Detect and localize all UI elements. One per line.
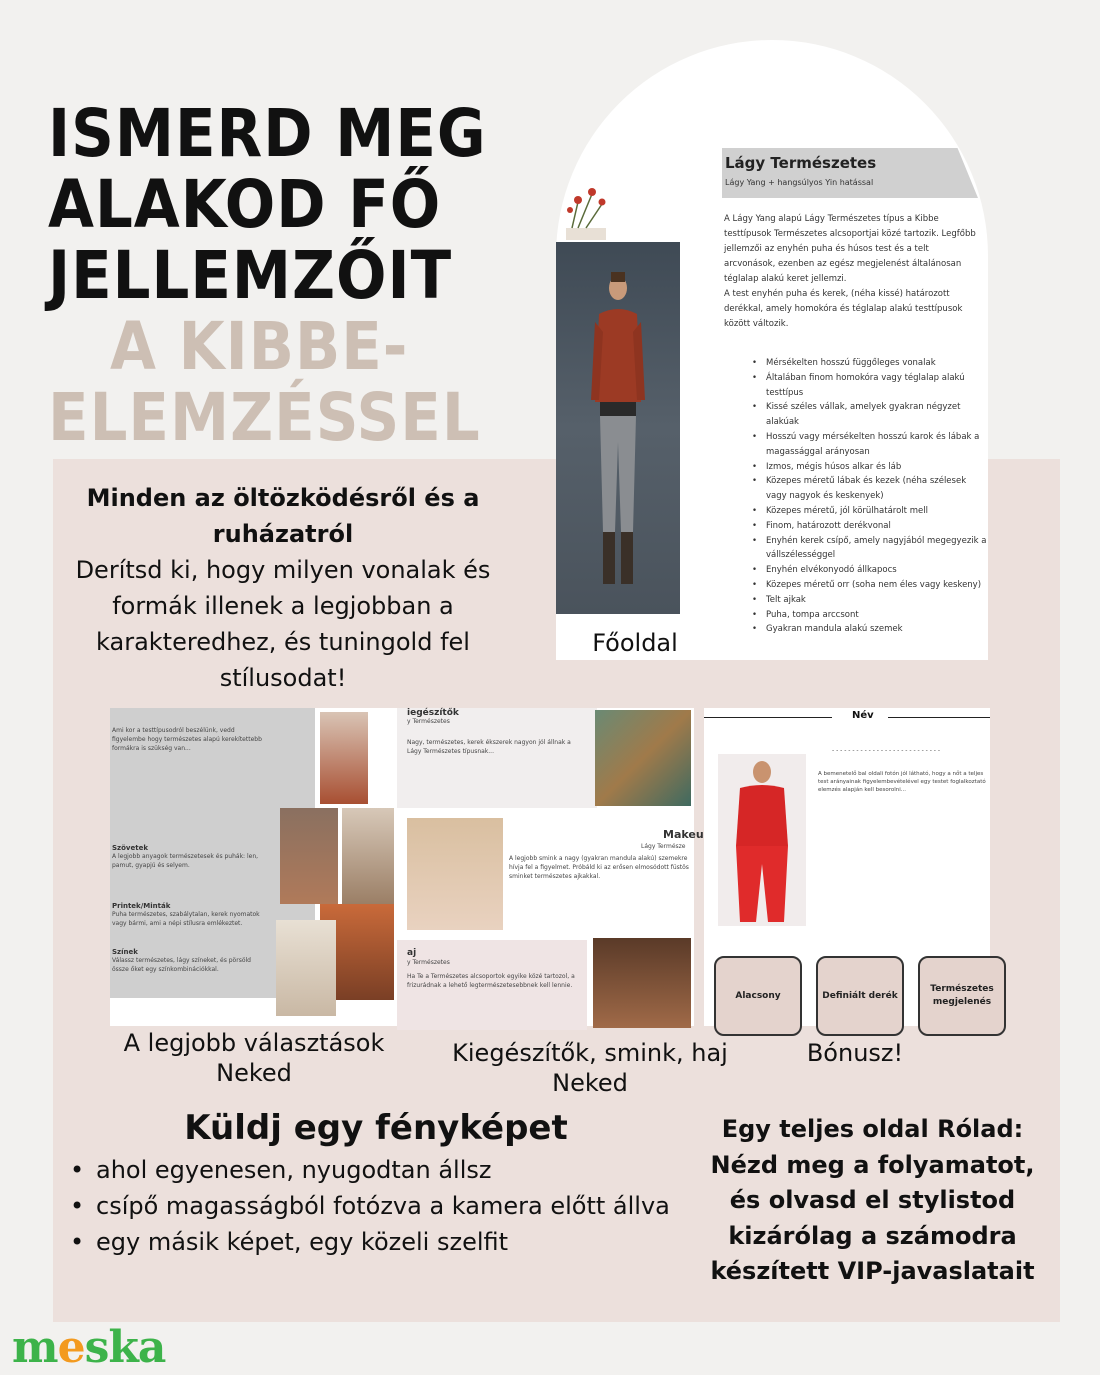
preview-title: Lágy Természetes [725, 154, 877, 172]
photo-instruction-item: • csípő magasságból fotózva a kamera előtt állva [70, 1188, 670, 1224]
preview-bullet: • Enyhén kerek csípő, amely nagyjából megegyezik a vállszélességgel [752, 534, 988, 564]
photo-instructions-list [70, 1152, 670, 1260]
fashion-photo [276, 920, 336, 1016]
fashion-photo [342, 808, 394, 904]
fashion-photo [320, 712, 368, 804]
card-caption: A legjobb választások Neked [123, 1029, 385, 1087]
preview-bullet: • Puha, tompa arccsont [752, 608, 988, 623]
card-section: Szövetek A legjobb anyagok természetesek és puhák: len, pamut, gyapjú és selyem. [112, 844, 259, 869]
intro-body: Derítsd ki, hogy milyen vonalak és formák illenek a legjobban a karakteredhez, és tuningold fel stílusodat! [75, 556, 491, 692]
preview-card-best-choices [110, 708, 397, 1026]
intro-bold-line: ruházatról [212, 520, 354, 548]
headline [48, 95, 518, 456]
preview-bullet: • Kissé széles vállak, amelyek gyakran négyzet alakúak [752, 400, 988, 430]
headline-line: ALAKOD FŐ [48, 166, 442, 243]
preview-card-accessories: iegészítők y Természetes Nagy, természetes, kerek ékszerek nagyon jól állnak a Lágy Természetes típusnak... Makeu Lágy Természe A legjobb smink a nagy (gyakran mandula alakú) szemekre hívja fel a figyelmet. Próbáld ki az erősen elmosódott füstös sminket természetes ajkakkal. aj y Természetes Ha Te a Természetes alcsoportok egyike közé tartozol, a frizurádnak a lehető legtermészetesebbnek kell lennie. [397, 708, 694, 1026]
preview-bullet: • Mérsékelten hosszú függőleges vonalak [752, 356, 988, 371]
preview-intro-p2: A test enyhén puha és kerek, (néha kissé) határozott derékkal, amely homokóra és téglalap alakú testtípusok között változik. [724, 289, 963, 329]
portrait-photo [407, 818, 503, 930]
preview-bullet: • Hosszú vagy mérsékelten hosszú karok és lábak a magassággal arányosan [752, 430, 988, 460]
model-photo [556, 242, 680, 614]
main-preview-caption: Főoldal [592, 629, 678, 657]
about-page-text: Egy teljes oldal Rólad: Nézd meg a folyamatot, és olvasd el stylistod kizárólag a számodra készített VIP-javaslatait [710, 1115, 1035, 1285]
preview-card-bonus: Név - - - - - - - - - - - - - - - - - - - - - - - - - - - A bemenetelő bal oldali fotón jól látható, hogy a nőt a teljes test arányainak figyelembevételével egy testet foglalkoztató elemzés alapján kell besorolni... Alacsony Definiált derék Természetes megjelenés [704, 708, 990, 1026]
tag-card: Alacsony [714, 956, 802, 1036]
meska-logo[interactable]: meska [12, 1322, 166, 1373]
preview-intro-p1: A Lágy Yang alapú Lágy Természetes típus a Kibbe testtípusok Természetes alcsoportjai közé tartozik. Legfőbb jellemzői az enyhén puha és húsos test és a telt arcvonások, ezenben az egész megjelenést általánosan téglalap alakú keret jellemzi. [724, 214, 976, 284]
intro-bold-line: Minden az öltözködésről és a [86, 484, 480, 512]
preview-bullet: • Telt ajkak [752, 593, 988, 608]
preview-bullet: • Közepes méretű orr (soha nem éles vagy keskeny) [752, 578, 988, 593]
bonus-header: Név [852, 710, 874, 721]
preview-bullet: • Izmos, mégis húsos alkar és láb [752, 460, 988, 475]
jewelry-photo [595, 710, 691, 806]
headline-line-accent: ELEMZÉSSEL [48, 379, 481, 456]
card-section: Printek/Minták Puha természetes, szabálytalan, kerek nyomatok vagy bármi, ami a népi stílusra emlékeztet. [112, 902, 260, 927]
preview-bullet: • Enyhén elvékonyodó állkapocs [752, 563, 988, 578]
headline-line-accent: A KIBBE- [110, 308, 409, 385]
card-caption: Kiegészítők, smink, haj Neked [452, 1039, 728, 1097]
tag-card: Definiált derék [816, 956, 904, 1036]
preview-bullet: • Általában finom homokóra vagy téglalap alakú testtípus [752, 371, 988, 401]
client-photo [718, 754, 806, 926]
flower-decoration [562, 180, 610, 242]
photo-instructions-title: Küldj egy fényképet [184, 1108, 568, 1148]
hair-photo [593, 938, 691, 1028]
preview-bullet: • Finom, határozott derékvonal [752, 519, 988, 534]
preview-subtitle: Lágy Yang + hangsúlyos Yin hatással [725, 178, 874, 187]
headline-line: ISMERD MEG [48, 95, 487, 172]
card-caption: Bónusz! [806, 1039, 904, 1067]
photo-instruction-item: • ahol egyenesen, nyugodtan állsz [70, 1152, 670, 1188]
preview-bullet-list [752, 356, 988, 637]
card-section: Színek Válassz természetes, lágy színeket, és pörsöld össze őket egy színkombinációkkal. [112, 948, 251, 973]
preview-bullet: • Közepes méretű lábak és kezek (néha szélesek vagy nagyok és keskenyek) [752, 474, 988, 504]
fashion-photo [280, 808, 338, 904]
intro-block [60, 480, 506, 696]
card-text: Ami kor a testtípusodról beszélünk, vedd figyelembe hogy természetes alapú kerekítettebb formákra is szükség van... [112, 727, 262, 752]
photo-instruction-item: • egy másik képet, egy közeli szelfit [70, 1224, 670, 1260]
preview-bullet: • Gyakran mandula alakú szemek [752, 622, 988, 637]
preview-intro [724, 212, 982, 332]
preview-bullet: • Közepes méretű, jól körülhatárolt mell [752, 504, 988, 519]
tag-card: Természetes megjelenés [918, 956, 1006, 1036]
headline-line: JELLEMZŐIT [48, 237, 453, 314]
